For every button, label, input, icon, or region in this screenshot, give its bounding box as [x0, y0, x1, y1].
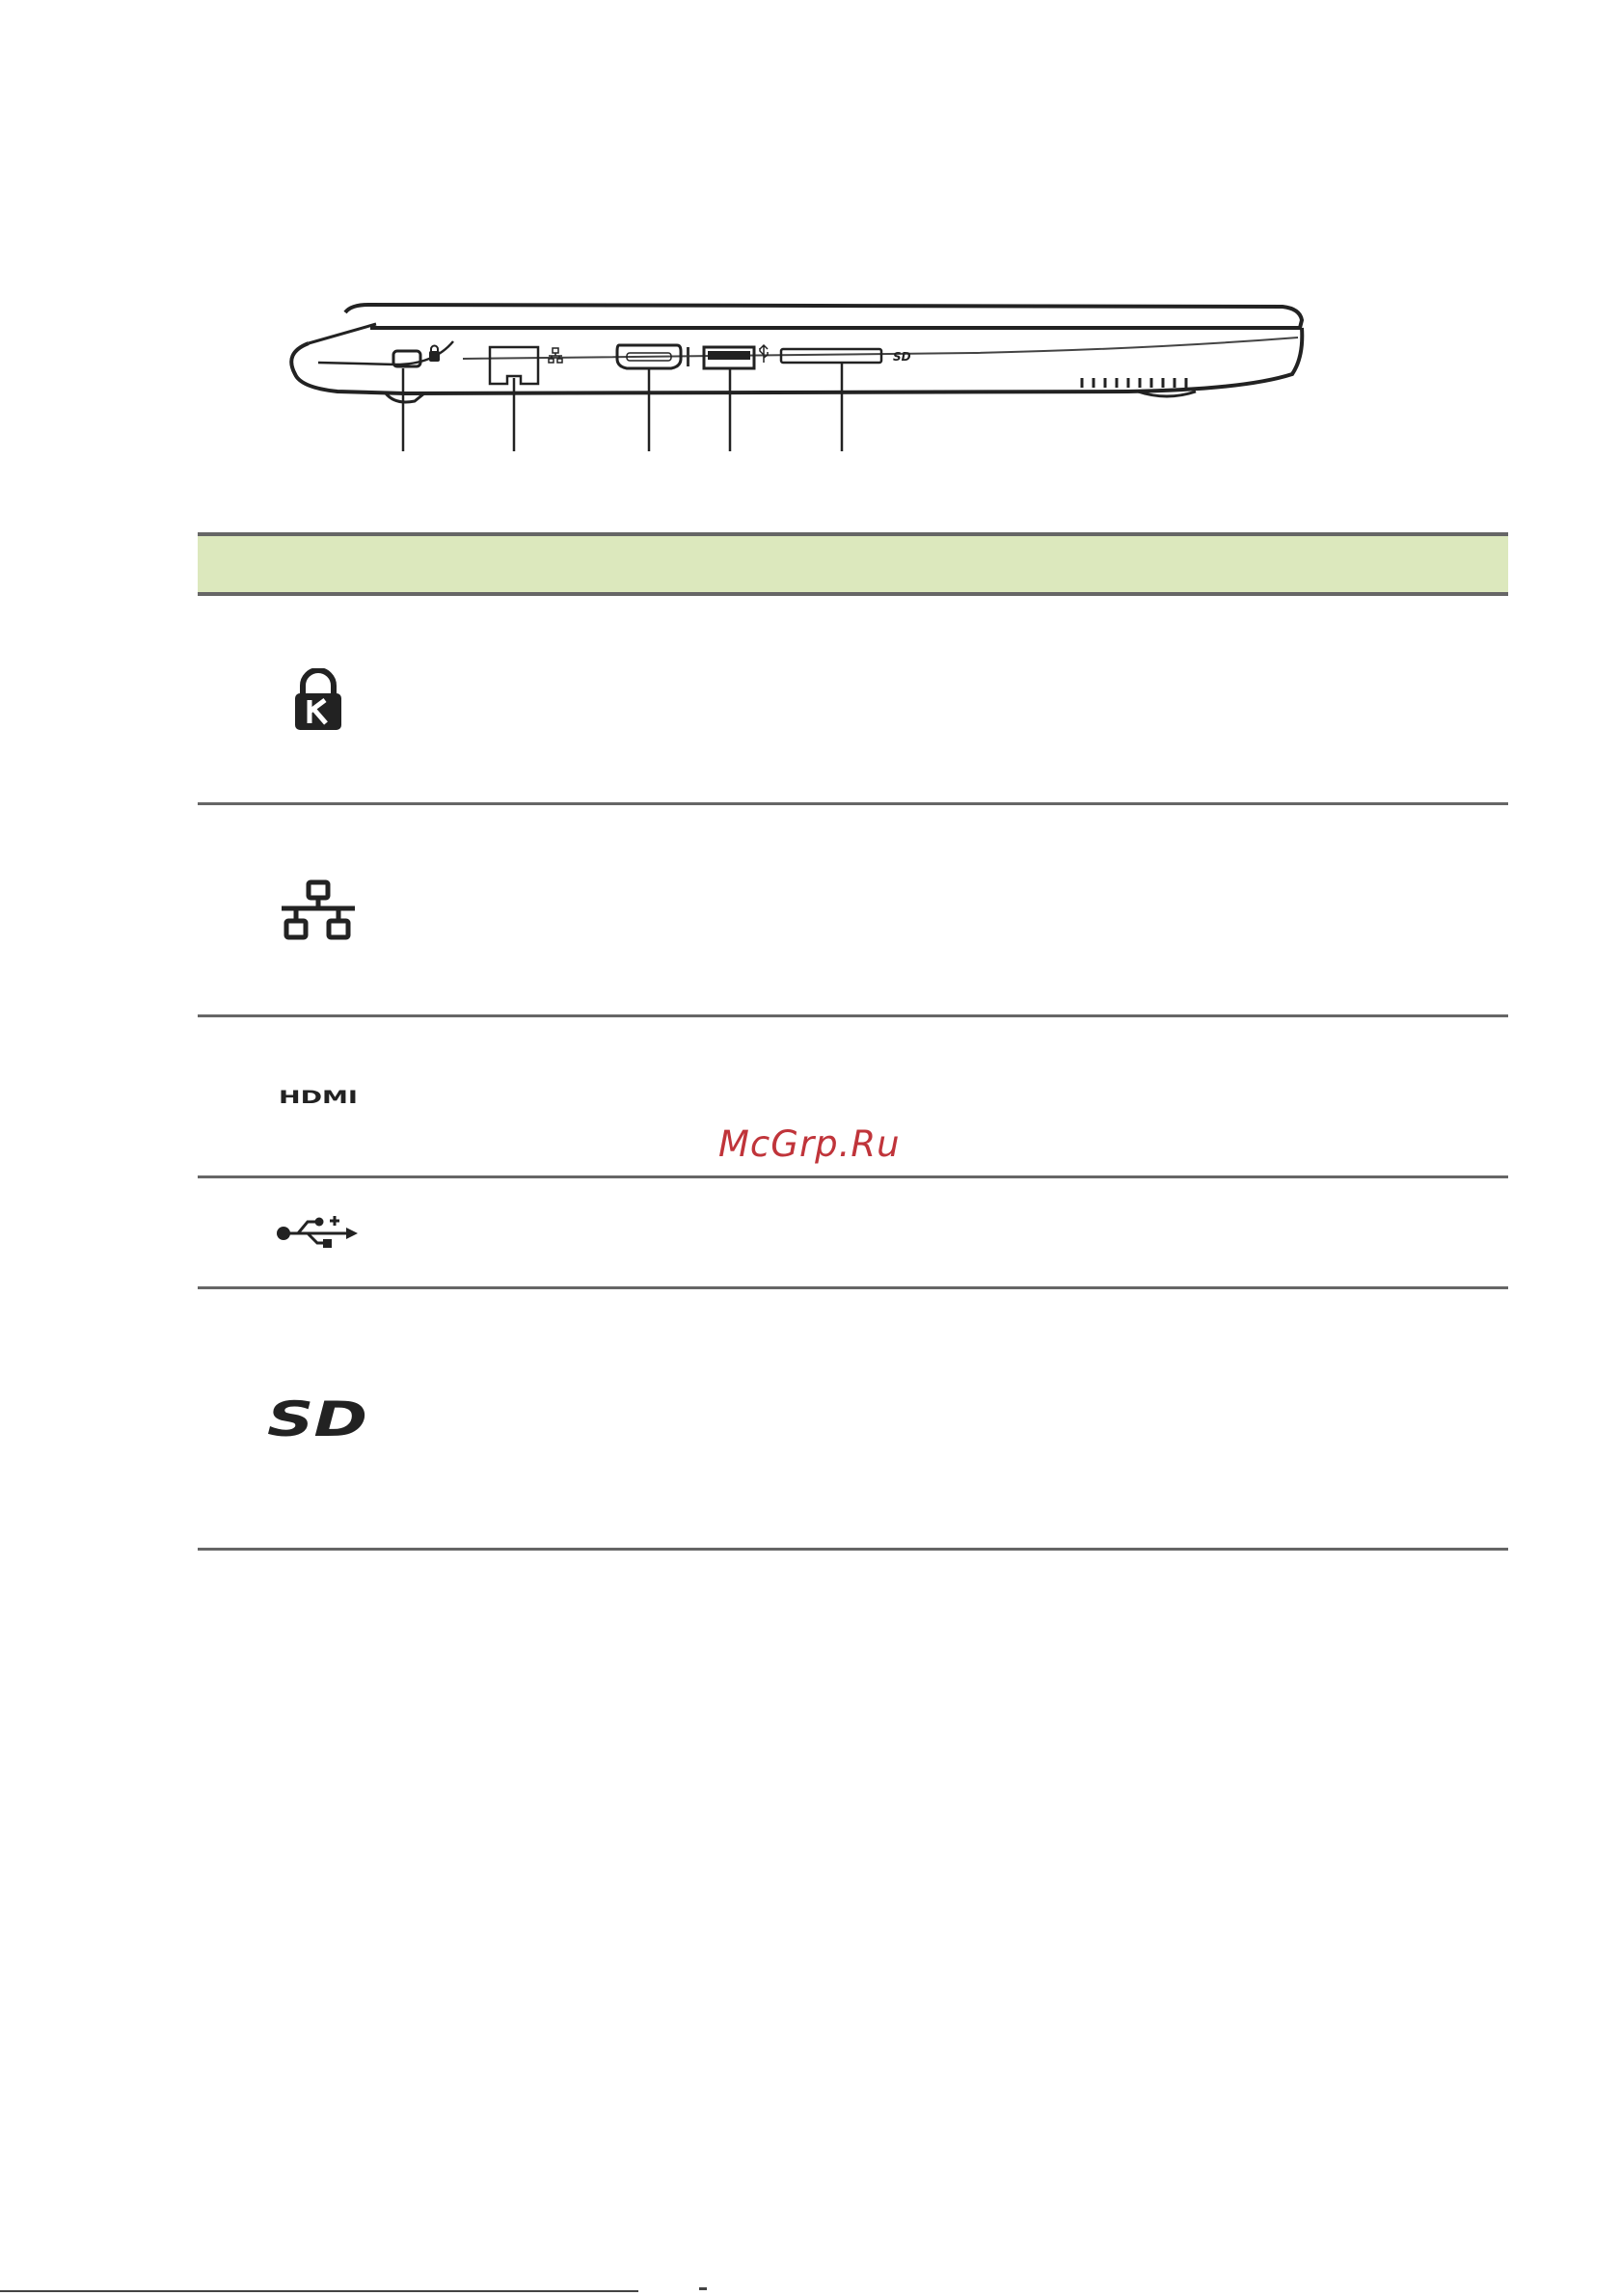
icon-cell [256, 1017, 381, 1175]
laptop-lid [345, 305, 1302, 328]
laptop-left-side-diagram [280, 299, 1321, 463]
lock-side-icon [429, 346, 440, 363]
footer-rule [0, 2290, 638, 2292]
svg-text:HDMI: HDMI [279, 1087, 358, 1106]
sd-card-icon [265, 1397, 371, 1440]
hdmi-icon [278, 1087, 359, 1106]
kensington-lock-icon [295, 668, 341, 730]
table-header-row [198, 532, 1508, 596]
icon-cell [256, 1178, 381, 1286]
svg-text:SD: SD [267, 1397, 367, 1440]
hdmi-side-label [687, 347, 689, 366]
usb-icon [277, 1212, 360, 1253]
table-row [198, 1178, 1508, 1289]
watermark: McGrp.Ru [718, 1123, 901, 1165]
icon-cell [256, 596, 381, 802]
ports-table [198, 532, 1508, 1551]
air-vents [1082, 378, 1186, 388]
table-row [198, 805, 1508, 1017]
ethernet-side-icon [549, 348, 562, 363]
table-row [198, 1289, 1508, 1551]
icon-cell [256, 1289, 381, 1548]
usb-side-icon [760, 345, 768, 363]
ethernet-network-icon [280, 879, 357, 941]
icon-cell [256, 805, 381, 1014]
sd-side-label: SD [893, 350, 911, 364]
callout-lines [403, 363, 842, 451]
table-row [198, 596, 1508, 805]
footer-mark [699, 2287, 707, 2290]
